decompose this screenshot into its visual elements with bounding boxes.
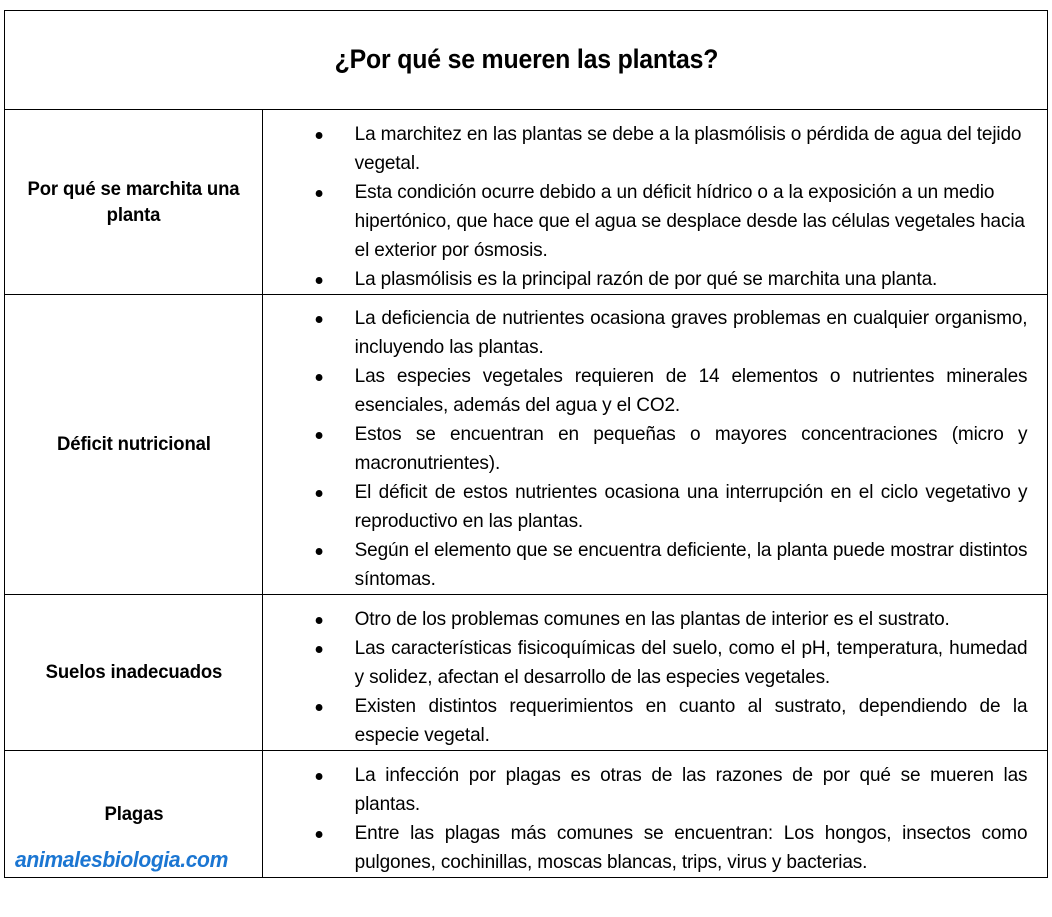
row-label-deficit: Déficit nutricional — [56, 433, 211, 456]
list-item: Entre las plagas más comunes se encuentran: Los hongos, insectos como pulgones, cochinillas, moscas blancas, trips, virus y bacterias. — [263, 819, 1027, 877]
bullet-list-suelos — [263, 605, 1047, 750]
row-label-cell-marchita — [5, 110, 263, 295]
table-row — [5, 295, 1048, 595]
plant-death-causes-table — [4, 10, 1048, 878]
row-label-marchita: Por qué se marchita una planta — [27, 177, 240, 226]
table-header-cell — [5, 11, 1048, 110]
table-row — [5, 751, 1048, 878]
list-item: El déficit de estos nutrientes ocasiona una interrupción en el ciclo vegetativo y reproductivo en las plantas. — [263, 478, 1027, 536]
page-title: ¿Por qué se mueren las plantas? — [334, 44, 718, 75]
table-row — [5, 595, 1048, 751]
list-item: Las características fisicoquímicas del suelo, como el pH, temperatura, humedad y solidez, afectan el desarrollo de las especies vegetales. — [263, 634, 1027, 692]
row-label-plagas: Plagas — [104, 803, 163, 826]
row-content-cell-marchita — [263, 110, 1048, 295]
row-label-cell-suelos — [5, 595, 263, 751]
list-item: La plasmólisis es la principal razón de por qué se marchita una planta. — [263, 265, 1027, 294]
row-label-suelos: Suelos inadecuados — [45, 661, 222, 684]
row-content-cell-suelos — [263, 595, 1048, 751]
site-watermark: animalesbiologia.com — [15, 847, 228, 873]
row-label-cell-plagas — [5, 751, 263, 878]
list-item: Otro de los problemas comunes en las plantas de interior es el sustrato. — [263, 605, 1027, 634]
bullet-list-plagas — [263, 761, 1047, 877]
row-content-cell-deficit — [263, 295, 1048, 595]
table-row — [5, 110, 1048, 295]
list-item: La infección por plagas es otras de las razones de por qué se mueren las plantas. — [263, 761, 1027, 819]
table-header-row — [5, 11, 1048, 110]
list-item: Según el elemento que se encuentra deficiente, la planta puede mostrar distintos síntomas. — [263, 536, 1027, 594]
row-content-cell-plagas — [263, 751, 1048, 878]
table-body — [5, 11, 1048, 878]
list-item: Las especies vegetales requieren de 14 elementos o nutrientes minerales esenciales, además del agua y el CO2. — [263, 362, 1027, 420]
list-item: Estos se encuentran en pequeñas o mayores concentraciones (micro y macronutrientes). — [263, 420, 1027, 478]
bullet-list-deficit — [263, 304, 1047, 594]
bullet-list-marchita — [263, 120, 1047, 294]
list-item: Existen distintos requerimientos en cuanto al sustrato, dependiendo de la especie vegetal. — [263, 692, 1027, 750]
list-item: Esta condición ocurre debido a un déficit hídrico o a la exposición a un medio hipertónico, que hace que el agua se desplace desde las células vegetales hacia el exterior por ósmosis. — [263, 178, 1027, 264]
list-item: La deficiencia de nutrientes ocasiona graves problemas en cualquier organismo, incluyendo las plantas. — [263, 304, 1027, 362]
list-item: La marchitez en las plantas se debe a la plasmólisis o pérdida de agua del tejido vegetal. — [263, 120, 1027, 178]
row-label-cell-deficit — [5, 295, 263, 595]
